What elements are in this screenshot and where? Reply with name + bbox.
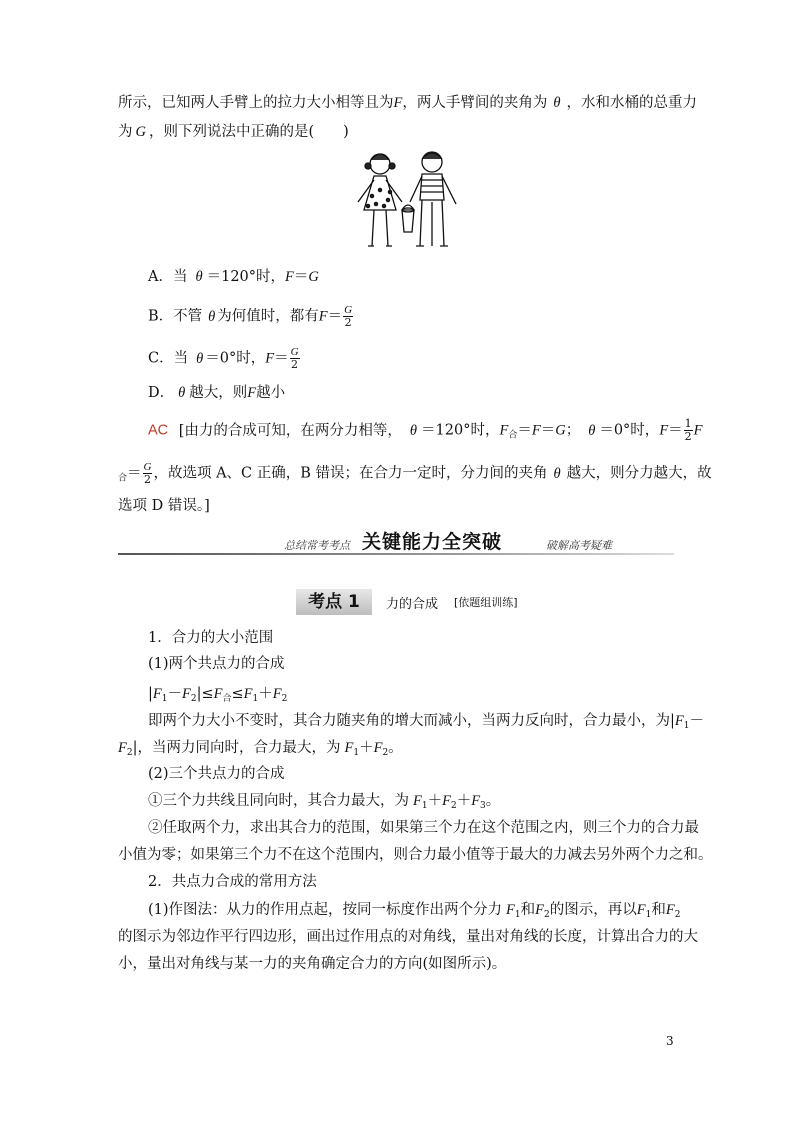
text: 1．合力的大小范围 [148, 630, 274, 646]
numerator: G [143, 461, 152, 473]
symbol-F: F [413, 793, 422, 809]
symbol-F: F [247, 385, 257, 401]
subscript-he: 合 [508, 430, 518, 441]
symbol-theta: θ [553, 465, 561, 482]
symbol-G: G [135, 124, 146, 140]
text: ＋ [427, 793, 443, 809]
answer-line-2 [118, 461, 712, 490]
text: ①三个力共线且同向时，其合力最大，为 [148, 793, 409, 809]
section-1a-heading [148, 653, 285, 675]
text: 所示，已知两人手臂上的拉力大小相等且为 [118, 95, 394, 111]
symbol-F: F [118, 740, 127, 756]
sub: 2 [126, 748, 133, 758]
sub: 1 [161, 694, 168, 704]
text: 为何值时，都有 [217, 308, 319, 325]
sub: 2 [544, 910, 550, 920]
kaodian-badge: 考点 1 [296, 589, 372, 615]
fraction-g-over-2 [290, 346, 300, 371]
children-carrying-bucket-figure [352, 150, 462, 256]
text: ＝120°时， [421, 422, 500, 439]
text: B．不管 [148, 308, 203, 325]
text: 小，量出对角线与某一力的夹角确定合力的方向(如图所示)。 [118, 956, 507, 972]
symbol-F: F [181, 686, 191, 702]
denominator: 2 [143, 473, 151, 486]
sub: 2 [281, 694, 288, 704]
symbol-F: F [531, 422, 541, 439]
text: |≤ [196, 686, 214, 702]
intro-line-2 [118, 121, 349, 143]
fraction-g-over-2 [143, 461, 153, 486]
text: ＋ [456, 793, 472, 809]
text: ＝0°时， [599, 422, 660, 439]
text: － [689, 713, 704, 729]
text: ＝ [540, 422, 556, 439]
symbol-F: F [243, 686, 253, 702]
section-1-heading [148, 627, 273, 649]
symbol-F: F [693, 422, 703, 439]
intro-line-1 [118, 92, 697, 114]
symbol-theta: θ [588, 422, 596, 439]
text: 的图示，再以 [549, 902, 637, 918]
symbol-F: F [393, 95, 403, 111]
symbol-F: F [442, 793, 451, 809]
section-1b-heading [148, 763, 285, 785]
numerator: G [290, 346, 299, 358]
text: |，当两力同向时，合力最大，为 [132, 740, 341, 756]
case-2 [148, 817, 699, 839]
banner-rule [118, 553, 674, 555]
case-1 [148, 790, 500, 817]
fraction-1-over-2 [684, 418, 693, 443]
text: ，水和水桶的总重力 [566, 95, 697, 111]
kaodian-title: 力的合成 [386, 597, 439, 612]
sub: 1 [645, 910, 652, 920]
answer-line-1 [148, 418, 703, 447]
text: 即两个力大小不变时，其合力随夹角的增大而减小，当两力反向时，合力最小，为| [148, 713, 675, 729]
denominator: 2 [291, 358, 299, 371]
text: 的图示为邻边作平行四边形，画出过作用点的对角线，量出对角线的长度，计算出合力的大 [118, 929, 698, 945]
text: ＝ [274, 350, 289, 367]
denominator: 2 [344, 316, 352, 329]
numerator: 1 [684, 417, 692, 430]
text: 选项 D 错误。] [118, 498, 210, 514]
numerator: G [344, 304, 353, 316]
text: ； [565, 422, 581, 439]
answer-line-3 [118, 495, 210, 517]
method-1 [148, 899, 680, 926]
text: (2)三个共点力的合成 [148, 766, 285, 782]
text: ，故选项 A、C 正确，B 错误；在合力一定时，分力间的夹角 [153, 465, 548, 482]
banner-right-text: 破解高考疑难 [546, 539, 612, 552]
option-c [148, 346, 301, 371]
symbol-G: G [555, 422, 566, 439]
sub: 2 [674, 910, 681, 920]
sub: 2 [450, 801, 457, 811]
text: A．当 [148, 269, 188, 285]
symbol-theta: θ [553, 95, 561, 111]
text: ②任取两个力，求出其合力的范围，如果第三个力在这个范围之内，则三个力的合力最 [148, 820, 699, 836]
symbol-F: F [674, 713, 684, 729]
symbol-F: F [285, 269, 294, 285]
text: (1)两个共点力的合成 [148, 656, 285, 672]
section-banner [118, 527, 674, 561]
text: ＋ [359, 740, 374, 756]
sub: 1 [683, 721, 690, 731]
text: 小值为零；如果第三个力不在这个范围内，则合力最小值等于最大的力减去另外两个力之和。 [118, 847, 713, 863]
sub: 1 [421, 801, 428, 811]
text: ＝ [293, 269, 309, 285]
text: ≤ [231, 686, 244, 702]
method-1-cont [118, 926, 698, 948]
text: ＋ [258, 686, 273, 702]
symbol-F: F [535, 902, 544, 918]
symbol-theta: θ [208, 308, 216, 325]
symbol-F: F [213, 686, 223, 702]
text: ＝ [327, 308, 343, 325]
text: ，两人手臂间的夹角为 [402, 95, 548, 111]
fraction-g-over-2 [343, 304, 353, 329]
text: [由力的合成可知，在两分力相等， [178, 422, 402, 439]
subscript-he: 合 [222, 694, 232, 704]
symbol-F: F [344, 740, 354, 756]
section-2-heading [148, 871, 317, 893]
sub: 2 [190, 694, 197, 704]
denominator: 2 [684, 430, 692, 443]
kaodian-tag: [依题组训练] [454, 596, 518, 609]
symbol-F: F [659, 422, 669, 439]
text: 越大，则分力越大，故 [566, 465, 712, 482]
symbol-F: F [272, 686, 282, 702]
text: C．当 [148, 350, 189, 367]
symbol-theta: θ [178, 385, 186, 401]
method-1-cont-2 [118, 953, 506, 975]
text: ＝ [668, 422, 683, 439]
text: 越大，则 [189, 385, 248, 401]
symbol-F: F [636, 902, 646, 918]
symbol-F: F [265, 350, 275, 367]
symbol-F: F [506, 902, 515, 918]
text: 2．共点力合成的常用方法 [148, 874, 317, 890]
paragraph-1 [148, 710, 704, 737]
text: 为 [118, 124, 133, 140]
sub: 2 [382, 748, 389, 758]
subscript-he: 合 [118, 473, 128, 484]
text: ＝ [127, 465, 142, 482]
text: D． [148, 385, 175, 401]
sub: 3 [480, 801, 486, 811]
text: 。 [485, 793, 501, 809]
symbol-F: F [318, 308, 328, 325]
text: 越小 [256, 385, 286, 401]
banner-title: 关键能力全突破 [362, 531, 503, 553]
symbol-F: F [471, 793, 481, 809]
page-number: 3 [666, 1034, 674, 1048]
symbol-F: F [665, 902, 675, 918]
text: ＝0°时， [205, 350, 266, 367]
symbol-F: F [499, 422, 509, 439]
option-a [148, 266, 319, 288]
text: 和 [520, 902, 536, 918]
symbol-F: F [373, 740, 383, 756]
option-d [148, 382, 285, 404]
paragraph-1-cont [118, 737, 403, 764]
symbol-F: F [152, 686, 162, 702]
symbol-theta: θ [409, 422, 418, 439]
text: － [167, 686, 182, 702]
symbol-G: G [308, 269, 319, 285]
text: (1)作图法：从力的作用点起，按同一标度作出两个分力 [148, 902, 503, 918]
case-2-cont [118, 844, 713, 866]
banner-left-text: 总结常考考点 [284, 539, 350, 552]
text: 。 [388, 740, 403, 756]
text: ＝ [517, 422, 532, 439]
text: 和 [651, 902, 666, 918]
answer-key: AC [148, 422, 169, 439]
sub: 1 [353, 748, 360, 758]
text: ＝120°时， [206, 269, 286, 285]
option-b [148, 304, 354, 329]
symbol-theta: θ [196, 350, 204, 367]
symbol-theta: θ [195, 269, 203, 285]
sub: 1 [252, 694, 259, 704]
sub: 1 [514, 910, 521, 920]
range-inequality [148, 683, 287, 710]
text: | [148, 686, 153, 702]
text: ，则下列说法中正确的是( ) [148, 124, 349, 140]
